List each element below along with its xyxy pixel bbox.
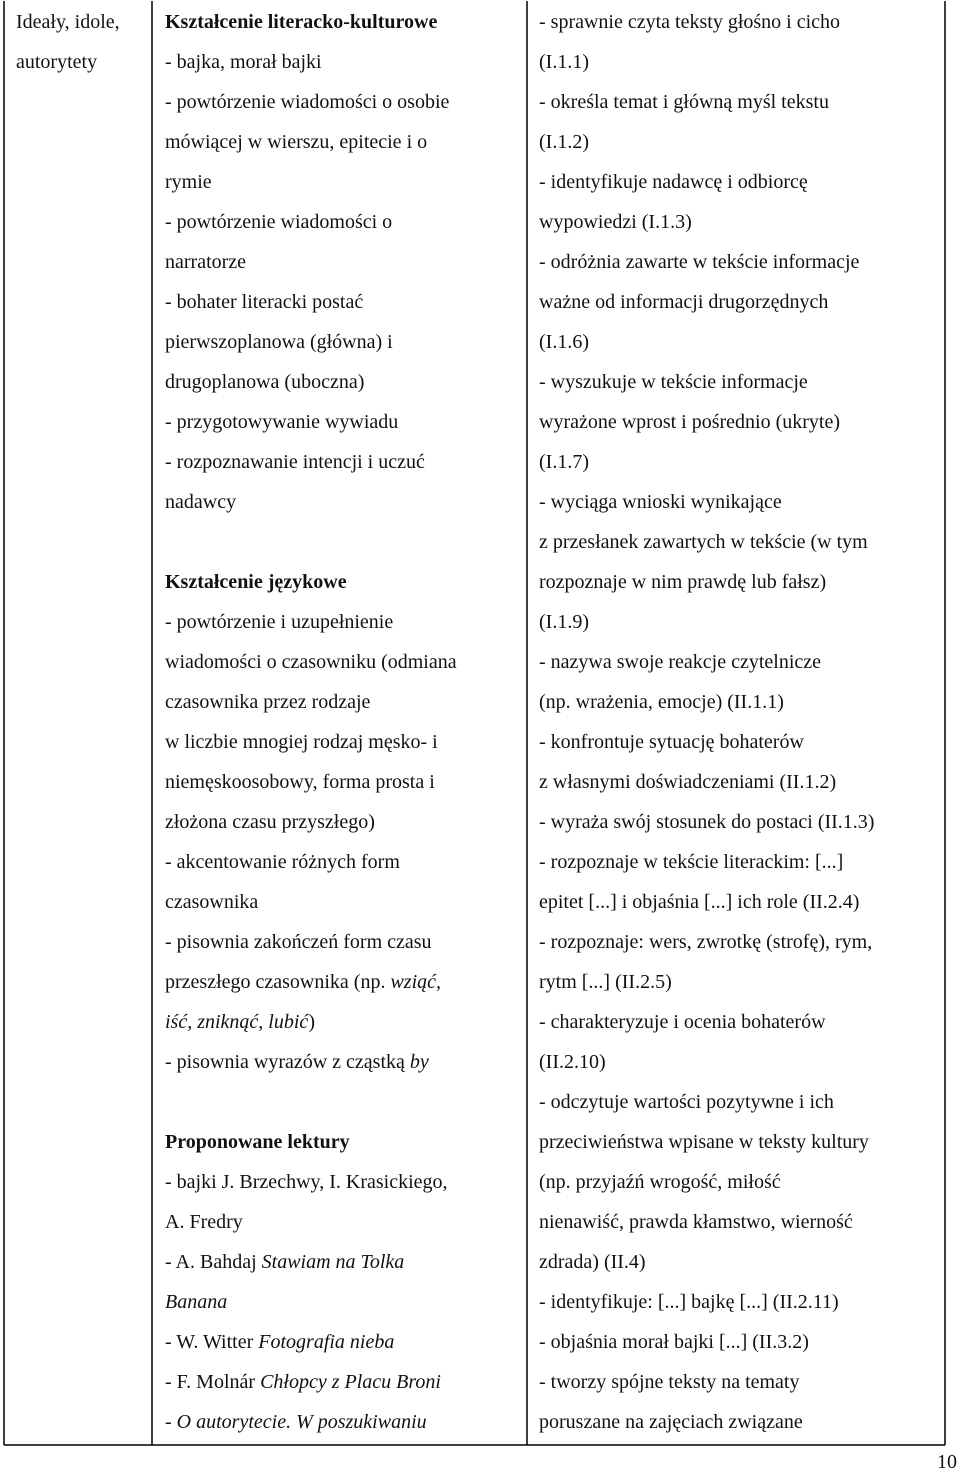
content-line: - przygotowywanie wywiadu — [165, 411, 399, 433]
requirement-line: - określa temat i główną myśl tekstu — [539, 91, 829, 113]
requirement-line: rytm [...] (II.2.5) — [539, 971, 672, 993]
requirement-line: przeciwieństwa wpisane w teksty kultury — [539, 1131, 869, 1153]
content-line — [165, 1042, 525, 1082]
requirement-line: rozpoznaje w nim prawdę lub fałsz) — [539, 571, 827, 593]
requirement-line: poruszane na zajęciach związane — [539, 1411, 803, 1433]
content-line: czasownika przez rodzaje — [165, 691, 371, 713]
requirement-line: - sprawnie czyta teksty głośno i cicho — [539, 11, 841, 33]
requirement-line: - identyfikuje: [...] bajkę [...] (II.2.11) — [539, 1291, 839, 1313]
requirement-line: - wyraża swój stosunek do postaci (II.1.3) — [539, 811, 875, 833]
requirement-line: - charakteryzuje i ocenia bohaterów — [539, 1011, 826, 1033]
example-verbs: wziąć, — [390, 971, 442, 993]
reading-author: - A. Bahdaj — [165, 1251, 262, 1273]
requirement-line: nienawiść, prawda kłamstwo, wierność — [539, 1211, 853, 1233]
reading-line — [165, 1362, 525, 1402]
book-title: Banana — [165, 1291, 228, 1313]
content-line: złożona czasu przyszłego) — [165, 811, 375, 833]
section-heading: Proponowane lektury — [165, 1131, 350, 1153]
book-title: Chłopcy z Placu Broni — [260, 1371, 441, 1393]
topic-column — [16, 2, 148, 82]
requirement-line: (I.1.2) — [539, 131, 589, 153]
requirement-line: (np. wrażenia, emocje) (II.1.1) — [539, 691, 784, 713]
requirement-line: zdrada) (II.4) — [539, 1251, 646, 1273]
reading-line — [165, 1242, 525, 1282]
spacer — [165, 1082, 525, 1122]
topic-line: Ideały, idole, — [16, 11, 120, 33]
requirement-line: - odczytuje wartości pozytywne i ich — [539, 1091, 834, 1113]
content-line: - rozpoznawanie intencji i uczuć — [165, 451, 425, 473]
book-title: Stawiam na Tolka — [261, 1251, 405, 1273]
content-line: pierwszoplanowa (główna) i — [165, 331, 393, 353]
topic-line: autorytety — [16, 51, 98, 73]
line-text: - pisownia wyrazów z cząstką — [165, 1051, 410, 1073]
requirement-line: - rozpoznaje w tekście literackim: [...] — [539, 851, 844, 873]
content-line: - powtórzenie wiadomości o osobie — [165, 91, 450, 113]
content-line — [165, 1002, 525, 1042]
requirement-line: - rozpoznaje: wers, zwrotkę (strofę), rym, — [539, 931, 873, 953]
reading-line — [165, 1322, 525, 1362]
content-column — [165, 2, 525, 1442]
content-line: - powtórzenie wiadomości o — [165, 211, 393, 233]
content-line: - akcentowanie różnych form — [165, 851, 400, 873]
requirements-column — [539, 2, 939, 1442]
particle-by: by — [409, 1051, 429, 1073]
requirement-line: (I.1.9) — [539, 611, 589, 633]
requirement-line: z przesłanek zawartych w tekście (w tym — [539, 531, 868, 553]
requirement-line: wypowiedzi (I.1.3) — [539, 211, 692, 233]
content-line — [165, 962, 525, 1002]
page-number: 10 — [937, 1451, 957, 1473]
content-line: - pisownia zakończeń form czasu — [165, 931, 432, 953]
requirement-line: - objaśnia morał bajki [...] (II.3.2) — [539, 1331, 809, 1353]
content-line: - bajka, morał bajki — [165, 51, 322, 73]
content-line: rymie — [165, 171, 212, 193]
requirement-line: wyrażone wprost i pośrednio (ukryte) — [539, 411, 841, 433]
content-line: nadawcy — [165, 491, 237, 513]
requirement-line: (I.1.7) — [539, 451, 589, 473]
content-line: drugoplanowa (uboczna) — [165, 371, 365, 393]
reading-author: - F. Molnár — [165, 1371, 261, 1393]
line-text: przeszłego czasownika (np. — [165, 971, 391, 993]
line-text: ) — [308, 1011, 315, 1033]
content-line: niemęskoosobowy, forma prosta i — [165, 771, 435, 793]
content-line: czasownika — [165, 891, 259, 913]
example-verbs: iść, zniknąć, lubić — [165, 1011, 309, 1033]
content-line: narratorze — [165, 251, 247, 273]
section-heading: Kształcenie literacko-kulturowe — [165, 11, 438, 33]
content-line: - powtórzenie i uzupełnienie — [165, 611, 394, 633]
requirement-line: - wyciąga wnioski wynikające — [539, 491, 782, 513]
content-line: mówiącej w wierszu, epitecie i o — [165, 131, 428, 153]
content-line: - bohater literacki postać — [165, 291, 364, 313]
requirement-line: z własnymi doświadczeniami (II.1.2) — [539, 771, 837, 793]
requirement-line: - odróżnia zawarte w tekście informacje — [539, 251, 860, 273]
content-line: w liczbie mnogiej rodzaj męsko- i — [165, 731, 438, 753]
requirement-line: (I.1.1) — [539, 51, 589, 73]
reading-line: - O autorytecie. W poszukiwaniu — [165, 1411, 427, 1433]
reading-author: - W. Witter — [165, 1331, 259, 1353]
requirement-line: - nazywa swoje reakcje czytelnicze — [539, 651, 822, 673]
section-heading: Kształcenie językowe — [165, 571, 347, 593]
requirement-line: - identyfikuje nadawcę i odbiorcę — [539, 171, 808, 193]
requirement-line: - tworzy spójne teksty na tematy — [539, 1371, 800, 1393]
requirement-line: (np. przyjaźń wrogość, miłość — [539, 1171, 781, 1193]
requirement-line: - wyszukuje w tekście informacje — [539, 371, 808, 393]
requirement-line: epitet [...] i objaśnia [...] ich role (II.2.4) — [539, 891, 860, 913]
reading-line: A. Fredry — [165, 1211, 243, 1233]
requirement-line: (I.1.6) — [539, 331, 589, 353]
content-line: wiadomości o czasowniku (odmiana — [165, 651, 457, 673]
book-title: Fotografia nieba — [258, 1331, 395, 1353]
reading-line: - bajki J. Brzechwy, I. Krasickiego, — [165, 1171, 448, 1193]
requirement-line: - konfrontuje sytuację bohaterów — [539, 731, 804, 753]
requirement-line: ważne od informacji drugorzędnych — [539, 291, 829, 313]
spacer — [165, 522, 525, 562]
requirement-line: (II.2.10) — [539, 1051, 606, 1073]
